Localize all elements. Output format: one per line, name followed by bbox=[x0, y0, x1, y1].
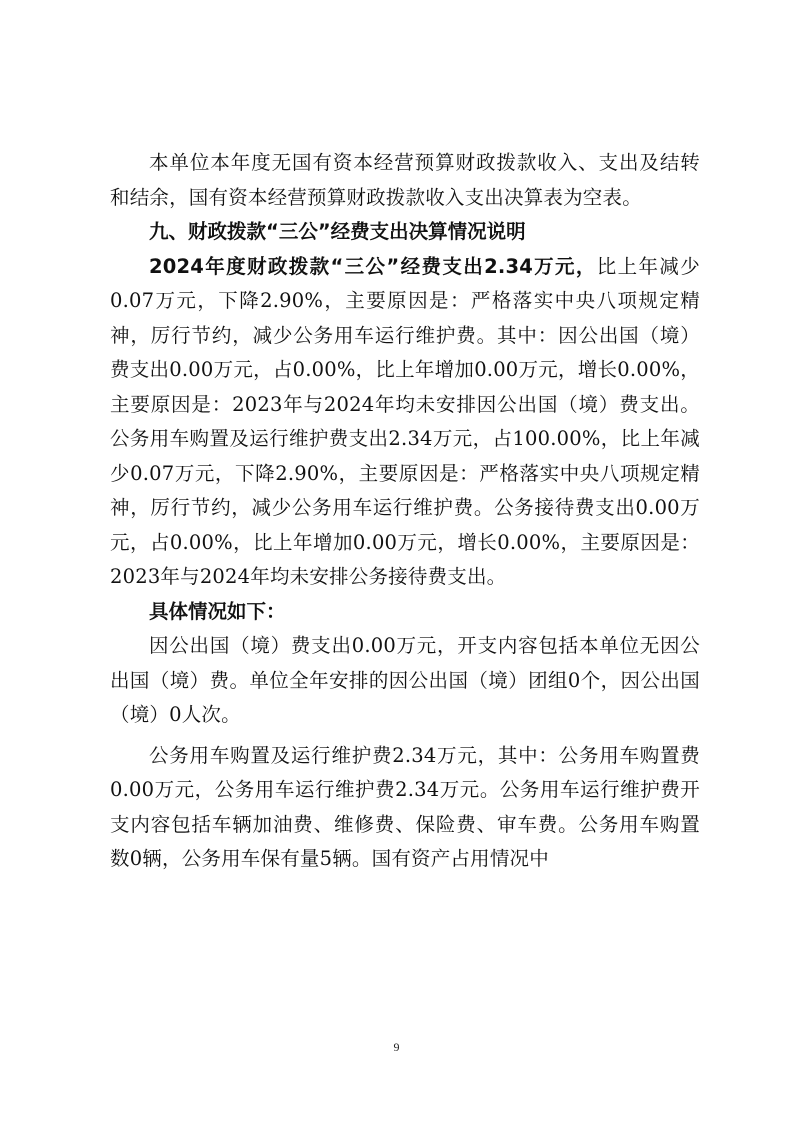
subheading-details: 具体情况如下： bbox=[149, 599, 286, 623]
paragraph-overseas-travel: 因公出国（境）费支出0.00万元，开支内容包括本单位无因公出国（境）费。单位全年安排的因公出国（境）团组0个，因公出国（境）0人次。 bbox=[110, 634, 700, 726]
summary-detail-text: 比上年减少0.07万元，下降2.90%，主要原因是：严格落实中央八项规定精神，厉行节约，减少公务用车运行维护费。其中：因公出国（境）费支出0.00万元，占0.00%，比上年增加0.00万元，增长0.00%，主要原因是：2023年与2024年均未安排因公出国（境）费支出。公务用车购置及运行维护费支出2.34万元，占100.00%，比上年减少0.07万元，下降2.90%，主要原因是：严格落实中央八项规定精神，厉行节约，减少公务用车运行维护费。公务接待费支出0.00万元，占0.00%，比上年增加0.00万元，增长0.00%，主要原因是：2023年与2024年均未安排公务接待费支出。 bbox=[110, 254, 700, 588]
summary-bold-lead: 2024年度财政拨款“三公”经费支出2.34万元， bbox=[149, 254, 597, 278]
paragraph-three-public-summary bbox=[110, 250, 700, 595]
section-heading-three-public-expenses: 九、财政拨款“三公”经费支出决算情况说明 bbox=[149, 220, 526, 243]
paragraph-state-capital-budget: 本单位本年度无国有资本经营预算财政拨款收入、支出及结转和结余，国有资本经营预算财政拨款收入支出决算表为空表。 bbox=[110, 151, 700, 209]
paragraph-vehicle-expenses: 公务用车购置及运行维护费2.34万元，其中：公务用车购置费0.00万元，公务用车运行维护费2.34万元。公务用车运行维护费开支内容包括车辆加油费、维修费、保险费、审车费。公务用车购置数0辆，公务用车保有量5辆。国有资产占用情况中 bbox=[110, 743, 700, 870]
page-number: 9 bbox=[393, 1040, 400, 1054]
document-body bbox=[110, 146, 700, 877]
